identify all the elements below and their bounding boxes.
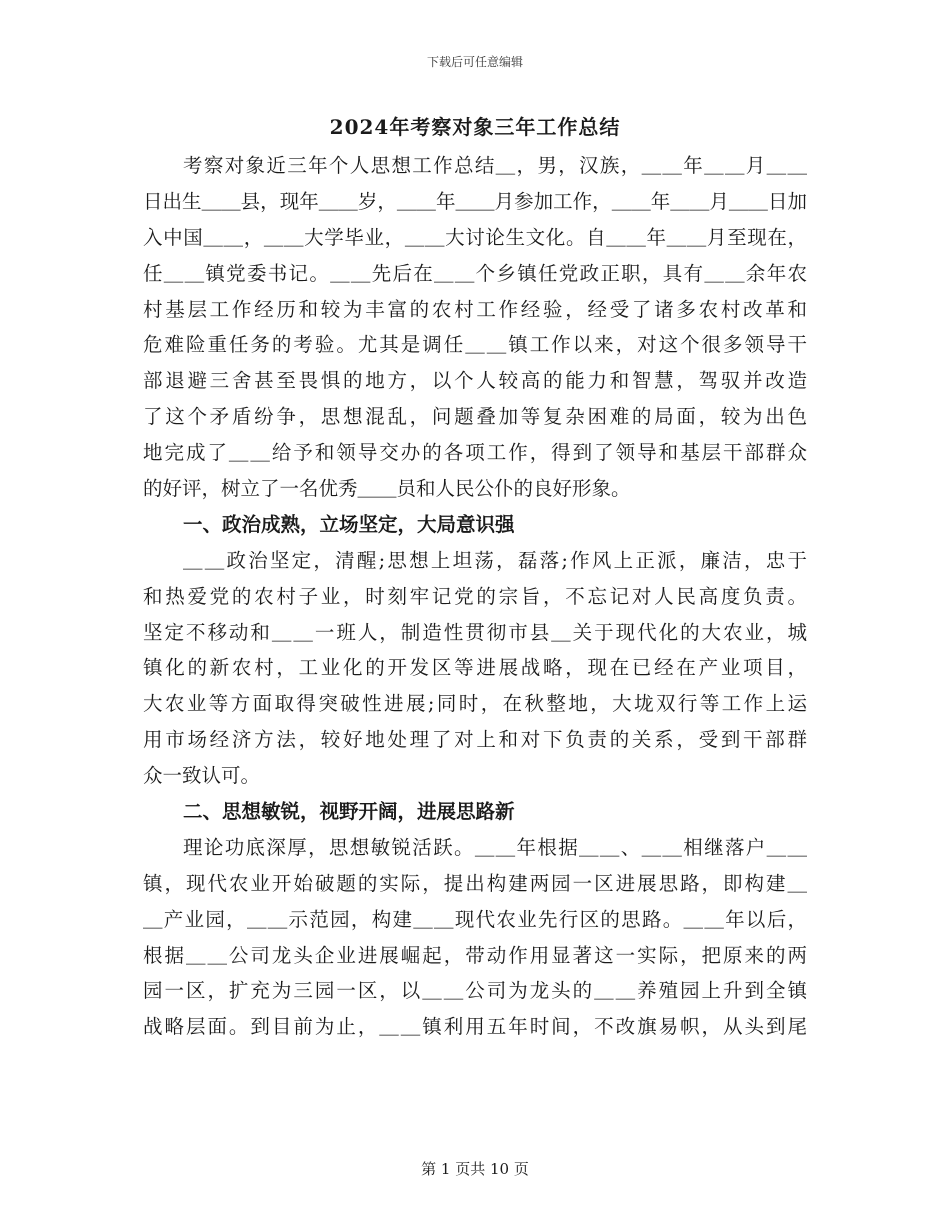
paragraph-line: 地完成了＿＿给予和领导交办的各项工作，得到了领导和基层干部群众 [143,441,807,465]
paragraph-line: 理论功底深厚，思想敏锐活跃。＿＿年根据＿＿、＿＿相继落户＿＿ [183,835,807,859]
document-body [143,148,807,1045]
paragraph-line: 镇，现代农业开始破题的实际，提出构建两园一区进展思路，即构建＿ [143,871,807,895]
paragraph-line: ＿＿政治坚定，清醒;思想上坦荡，磊落;作风上正派，廉洁，忠于 [183,548,807,572]
paragraph-line: 村基层工作经历和较为丰富的农村工作经验，经受了诸多农村改革和 [143,297,807,321]
paragraph-line: 任＿＿镇党委书记。＿＿先后在＿＿个乡镇任党政正职，具有＿＿余年农 [143,261,807,285]
paragraph-line: 危难险重任务的考验。尤其是调任＿＿镇工作以来，对这个很多领导干 [143,333,807,357]
paragraph-line: 部退避三舍甚至畏惧的地方，以个人较高的能力和智慧，驾驭并改造 [143,369,807,393]
paragraph-line: 战略层面。到目前为止，＿＿镇利用五年时间，不改旗易帜，从头到尾 [143,1015,807,1039]
document-title: 2024年考察对象三年工作总结 [329,115,621,139]
paragraph-line: 众一致认可。 [143,764,261,788]
paragraph-line: 和热爱党的农村子业，时刻牢记党的宗旨，不忘记对人民高度负责。 [143,584,807,608]
paragraph-line: 根据＿＿公司龙头企业进展崛起，带动作用显著这一实际，把原来的两 [143,943,807,967]
paragraph-line: 用市场经济方法，较好地处理了对上和对下负责的关系，受到干部群 [143,728,807,752]
paragraph-line: 的好评，树立了一名优秀＿＿员和人民公仆的良好形象。 [143,477,631,501]
paragraph-line: 镇化的新农村，工业化的开发区等进展战略，现在已经在产业项目， [143,656,807,680]
paragraph-line: 大农业等方面取得突破性进展;同时，在秋整地，大垅双行等工作上运 [143,692,807,716]
header-note: 下载后可任意编辑 [426,55,523,69]
section-heading: 一、政治成熟，立场坚定，大局意识强 [183,512,515,536]
paragraph-line: 坚定不移动和＿＿一班人，制造性贯彻市县＿关于现代化的大农业，城 [143,620,807,644]
paragraph-line: 了这个矛盾纷争，思想混乱，问题叠加等复杂困难的局面，较为出色 [143,405,807,429]
paragraph-line: 日出生＿＿县，现年＿＿岁，＿＿年＿＿月参加工作，＿＿年＿＿月＿＿日加 [143,189,807,213]
paragraph-line: 园一区，扩充为三园一区，以＿＿公司为龙头的＿＿养殖园上升到全镇 [143,979,807,1003]
page-footer: 第 1 页共 10 页 [421,1160,529,1178]
section-heading: 二、思想敏锐，视野开阔，进展思路新 [183,800,515,824]
paragraph-line: 入中国＿＿，＿＿大学毕业，＿＿大讨论生文化。自＿＿年＿＿月至现在， [143,225,807,249]
paragraph-line: ＿产业园，＿＿示范园，构建＿＿现代农业先行区的思路。＿＿年以后， [143,907,807,931]
paragraph-line: 考察对象近三年个人思想工作总结＿，男，汉族，＿＿年＿＿月＿＿ [183,154,807,177]
